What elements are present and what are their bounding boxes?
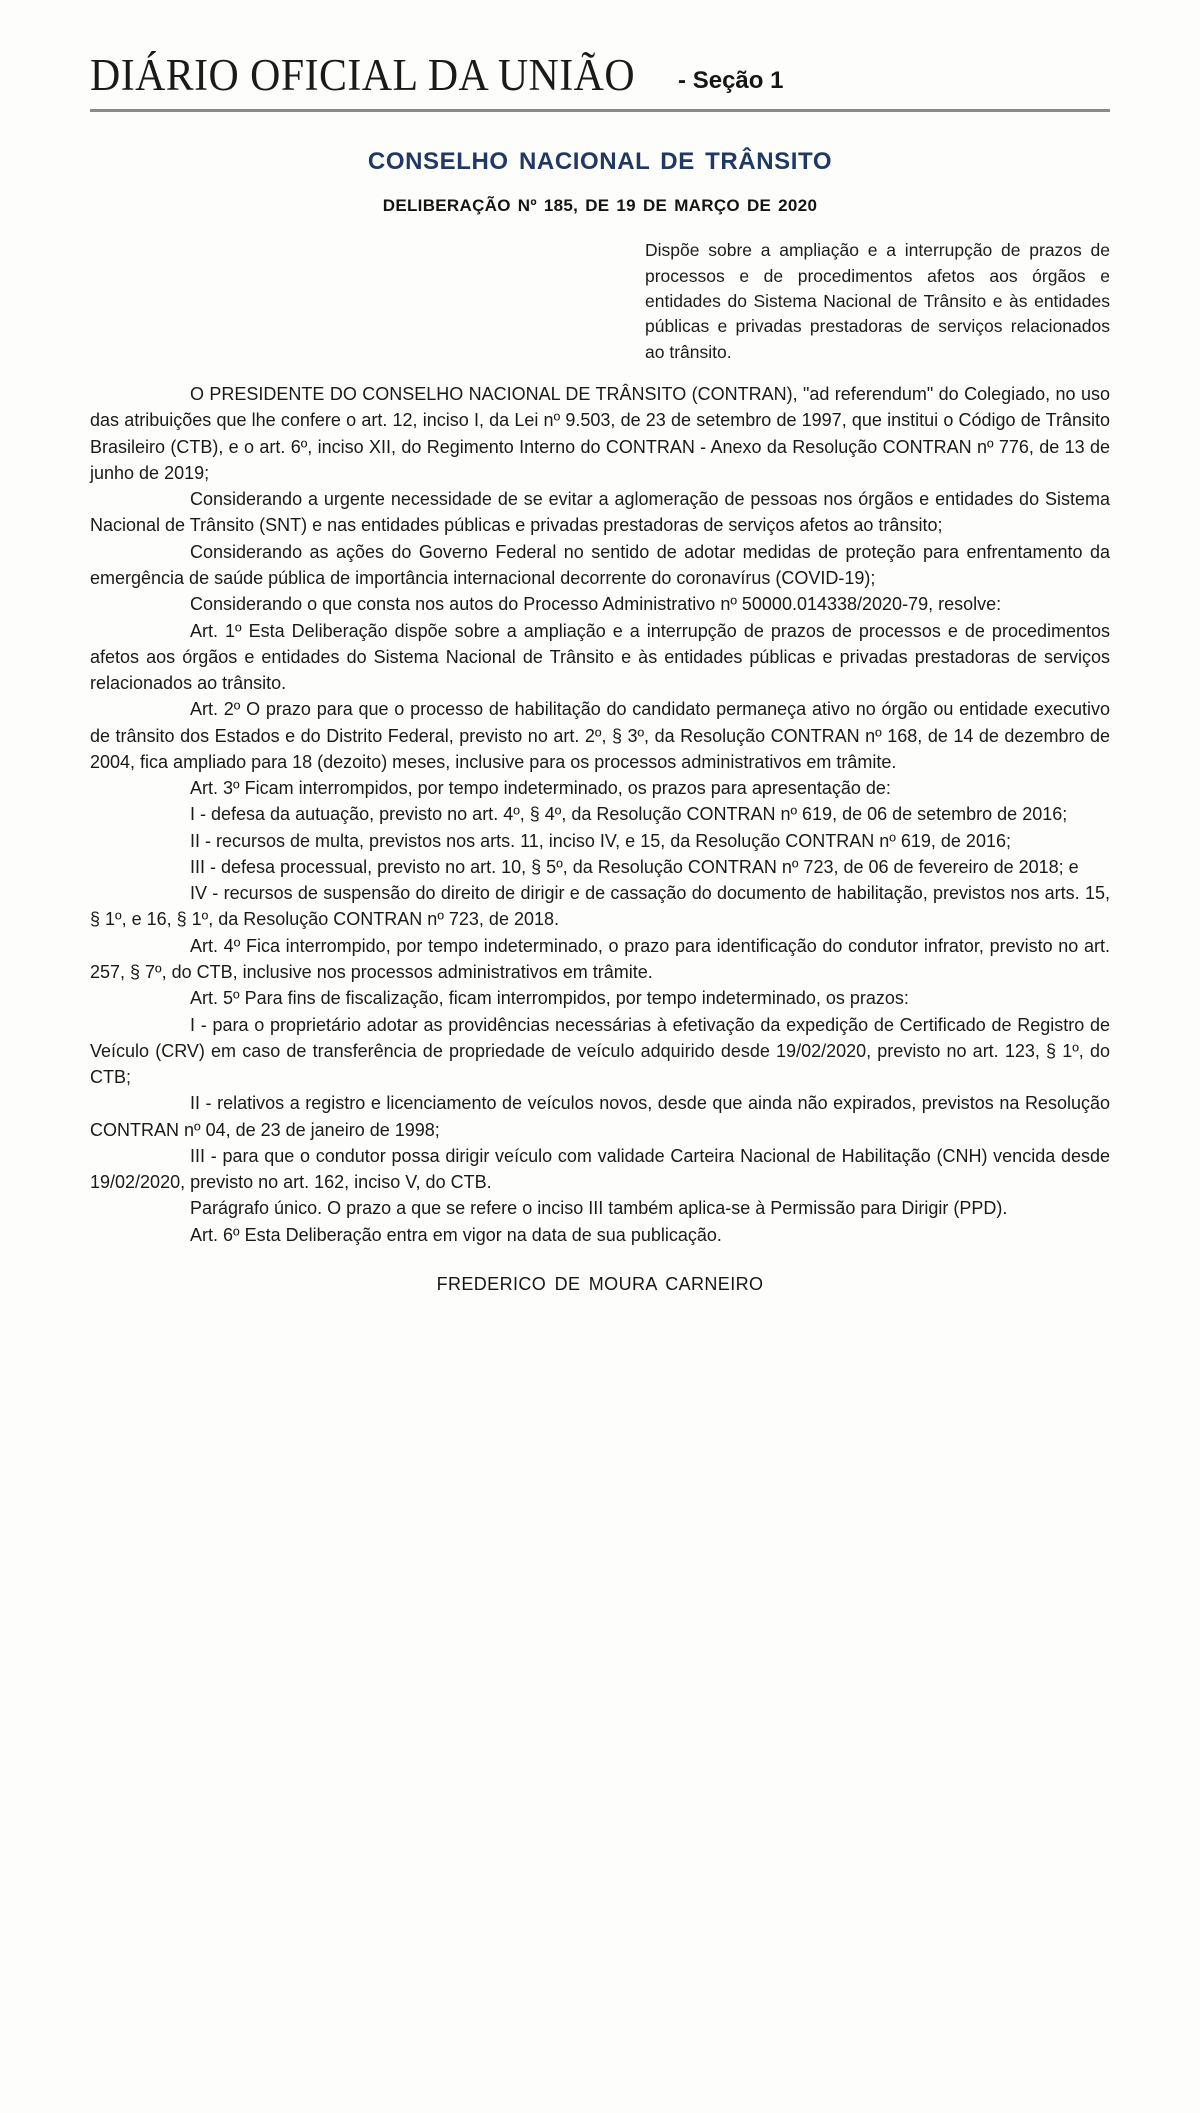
body-paragraph-article-4: Art. 4º Fica interrompido, por tempo indeterminado, o prazo para identificação do condutor infrator, previsto no art. 257, § 7º, do CTB, inclusive nos processos administrativos em trâmite. <box>90 935 1110 982</box>
body-paragraph-article-6: Art. 6º Esta Deliberação entra em vigor na data de sua publicação. <box>190 1224 722 1245</box>
masthead <box>90 0 1110 99</box>
body-paragraph-article-5: Art. 5º Para fins de fiscalização, ficam interrompidos, por tempo indeterminado, os prazos: <box>190 988 909 1009</box>
body-paragraph-article-1: Art. 1º Esta Deliberação dispõe sobre a ampliação e a interrupção de prazos de processos e de procedimentos afetos aos órgãos e entidades do Sistema Nacional de Trânsito e às entidades públicas e privadas prestadoras de serviços relacionados ao trânsito. <box>90 620 1110 694</box>
publication-title: DIÁRIO OFICIAL DA UNIÃO <box>90 50 636 100</box>
body-item-iv: IV - recursos de suspensão do direito de dirigir e de cassação do documento de habilitação, previstos nos arts. 15, § 1º, e 16, § 1º, da Resolução CONTRAN nº 723, de 2018. <box>90 883 1110 930</box>
body-item-ii-art5: II - relativos a registro e licenciamento de veículos novos, desde que ainda não expirados, previstos na Resolução CONTRAN nº 04, de 23 de janeiro de 1998; <box>90 1093 1110 1140</box>
body-paragraph-unico: Parágrafo único. O prazo a que se refere o inciso III também aplica-se à Permissão para Dirigir (PPD). <box>190 1198 1008 1219</box>
issuing-organ-heading: CONSELHO NACIONAL DE TRÂNSITO <box>367 148 833 176</box>
masthead-divider <box>90 109 1110 112</box>
body-paragraph: O PRESIDENTE DO CONSELHO NACIONAL DE TRÂNSITO (CONTRAN), "ad referendum" do Colegiado, no uso das atribuições que lhe confere o art. 12, inciso I, da Lei nº 9.503, de 23 de setembro de 1997, que institui o Código de Trânsito Brasileiro (CTB), e o art. 6º, inciso XII, do Regimento Interno do CONTRAN - Anexo da Resolução CONTRAN nº 776, de 13 de junho de 2019; <box>90 384 1110 483</box>
body-item-i-art5: I - para o proprietário adotar as providências necessárias à efetivação da expedição de Certificado de Registro de Veículo (CRV) em caso de transferência de propriedade de veículo adquirido desde 19/02/2020, previsto no art. 123, § 1º, do CTB; <box>90 1014 1110 1088</box>
body-paragraph: Considerando a urgente necessidade de se evitar a aglomeração de pessoas nos órgãos e entidades do Sistema Nacional de Trânsito (SNT) e nas entidades públicas e privadas prestadoras de serviços afetos ao trânsito; <box>90 489 1110 536</box>
body-paragraph: Considerando o que consta nos autos do Processo Administrativo nº 50000.014338/2020-79, resolve: <box>190 594 1002 615</box>
body-paragraph-article-3: Art. 3º Ficam interrompidos, por tempo indeterminado, os prazos para apresentação de: <box>190 778 891 799</box>
masthead-line <box>90 52 1110 99</box>
body-item-iii-art5: III - para que o condutor possa dirigir veículo com validade Carteira Nacional de Habilitação (CNH) vencida desde 19/02/2020, previsto no art. 162, inciso V, do CTB. <box>90 1145 1110 1193</box>
body-item-iii: III - defesa processual, previsto no art. 10, § 5º, da Resolução CONTRAN nº 723, de 06 de fevereiro de 2018; e <box>190 856 1079 877</box>
publication-section: - Seção 1 <box>678 67 784 94</box>
body-item-ii: II - recursos de multa, previstos nos arts. 11, inciso IV, e 15, da Resolução CONTRAN nº 619, de 2016; <box>190 830 1011 851</box>
body-paragraph-article-2: Art. 2º O prazo para que o processo de habilitação do candidato permaneça ativo no órgão ou entidade executivo de trânsito dos Estados e do Distrito Federal, previsto no art. 2º, § 3º, da Resolução CONTRAN nº 168, de 14 de dezembro de 2004, fica ampliado para 18 (dezoito) meses, inclusive para os processos administrativos em trâmite. <box>90 699 1110 772</box>
body-paragraph: Considerando as ações do Governo Federal no sentido de adotar medidas de proteção para enfrentamento da emergência de saúde pública de importância internacional decorrente do coronavírus (COVID-19); <box>90 541 1110 588</box>
body-item-i: I - defesa da autuação, previsto no art. 4º, § 4º, da Resolução CONTRAN nº 619, de 06 de setembro de 2016; <box>190 804 1068 825</box>
document-body <box>90 381 1110 1248</box>
ementa-summary: Dispõe sobre a ampliação e a interrupção de prazos de processos e de procedimentos afetos aos órgãos e entidades do Sistema Nacional de Trânsito e às entidades públicas e privadas prestadoras de serviços relacionados ao trânsito. <box>645 240 1110 362</box>
document-number-heading: DELIBERAÇÃO Nº 185, DE 19 DE MARÇO DE 2020 <box>382 196 818 216</box>
signatory-name: FREDERICO DE MOURA CARNEIRO <box>436 1273 764 1294</box>
